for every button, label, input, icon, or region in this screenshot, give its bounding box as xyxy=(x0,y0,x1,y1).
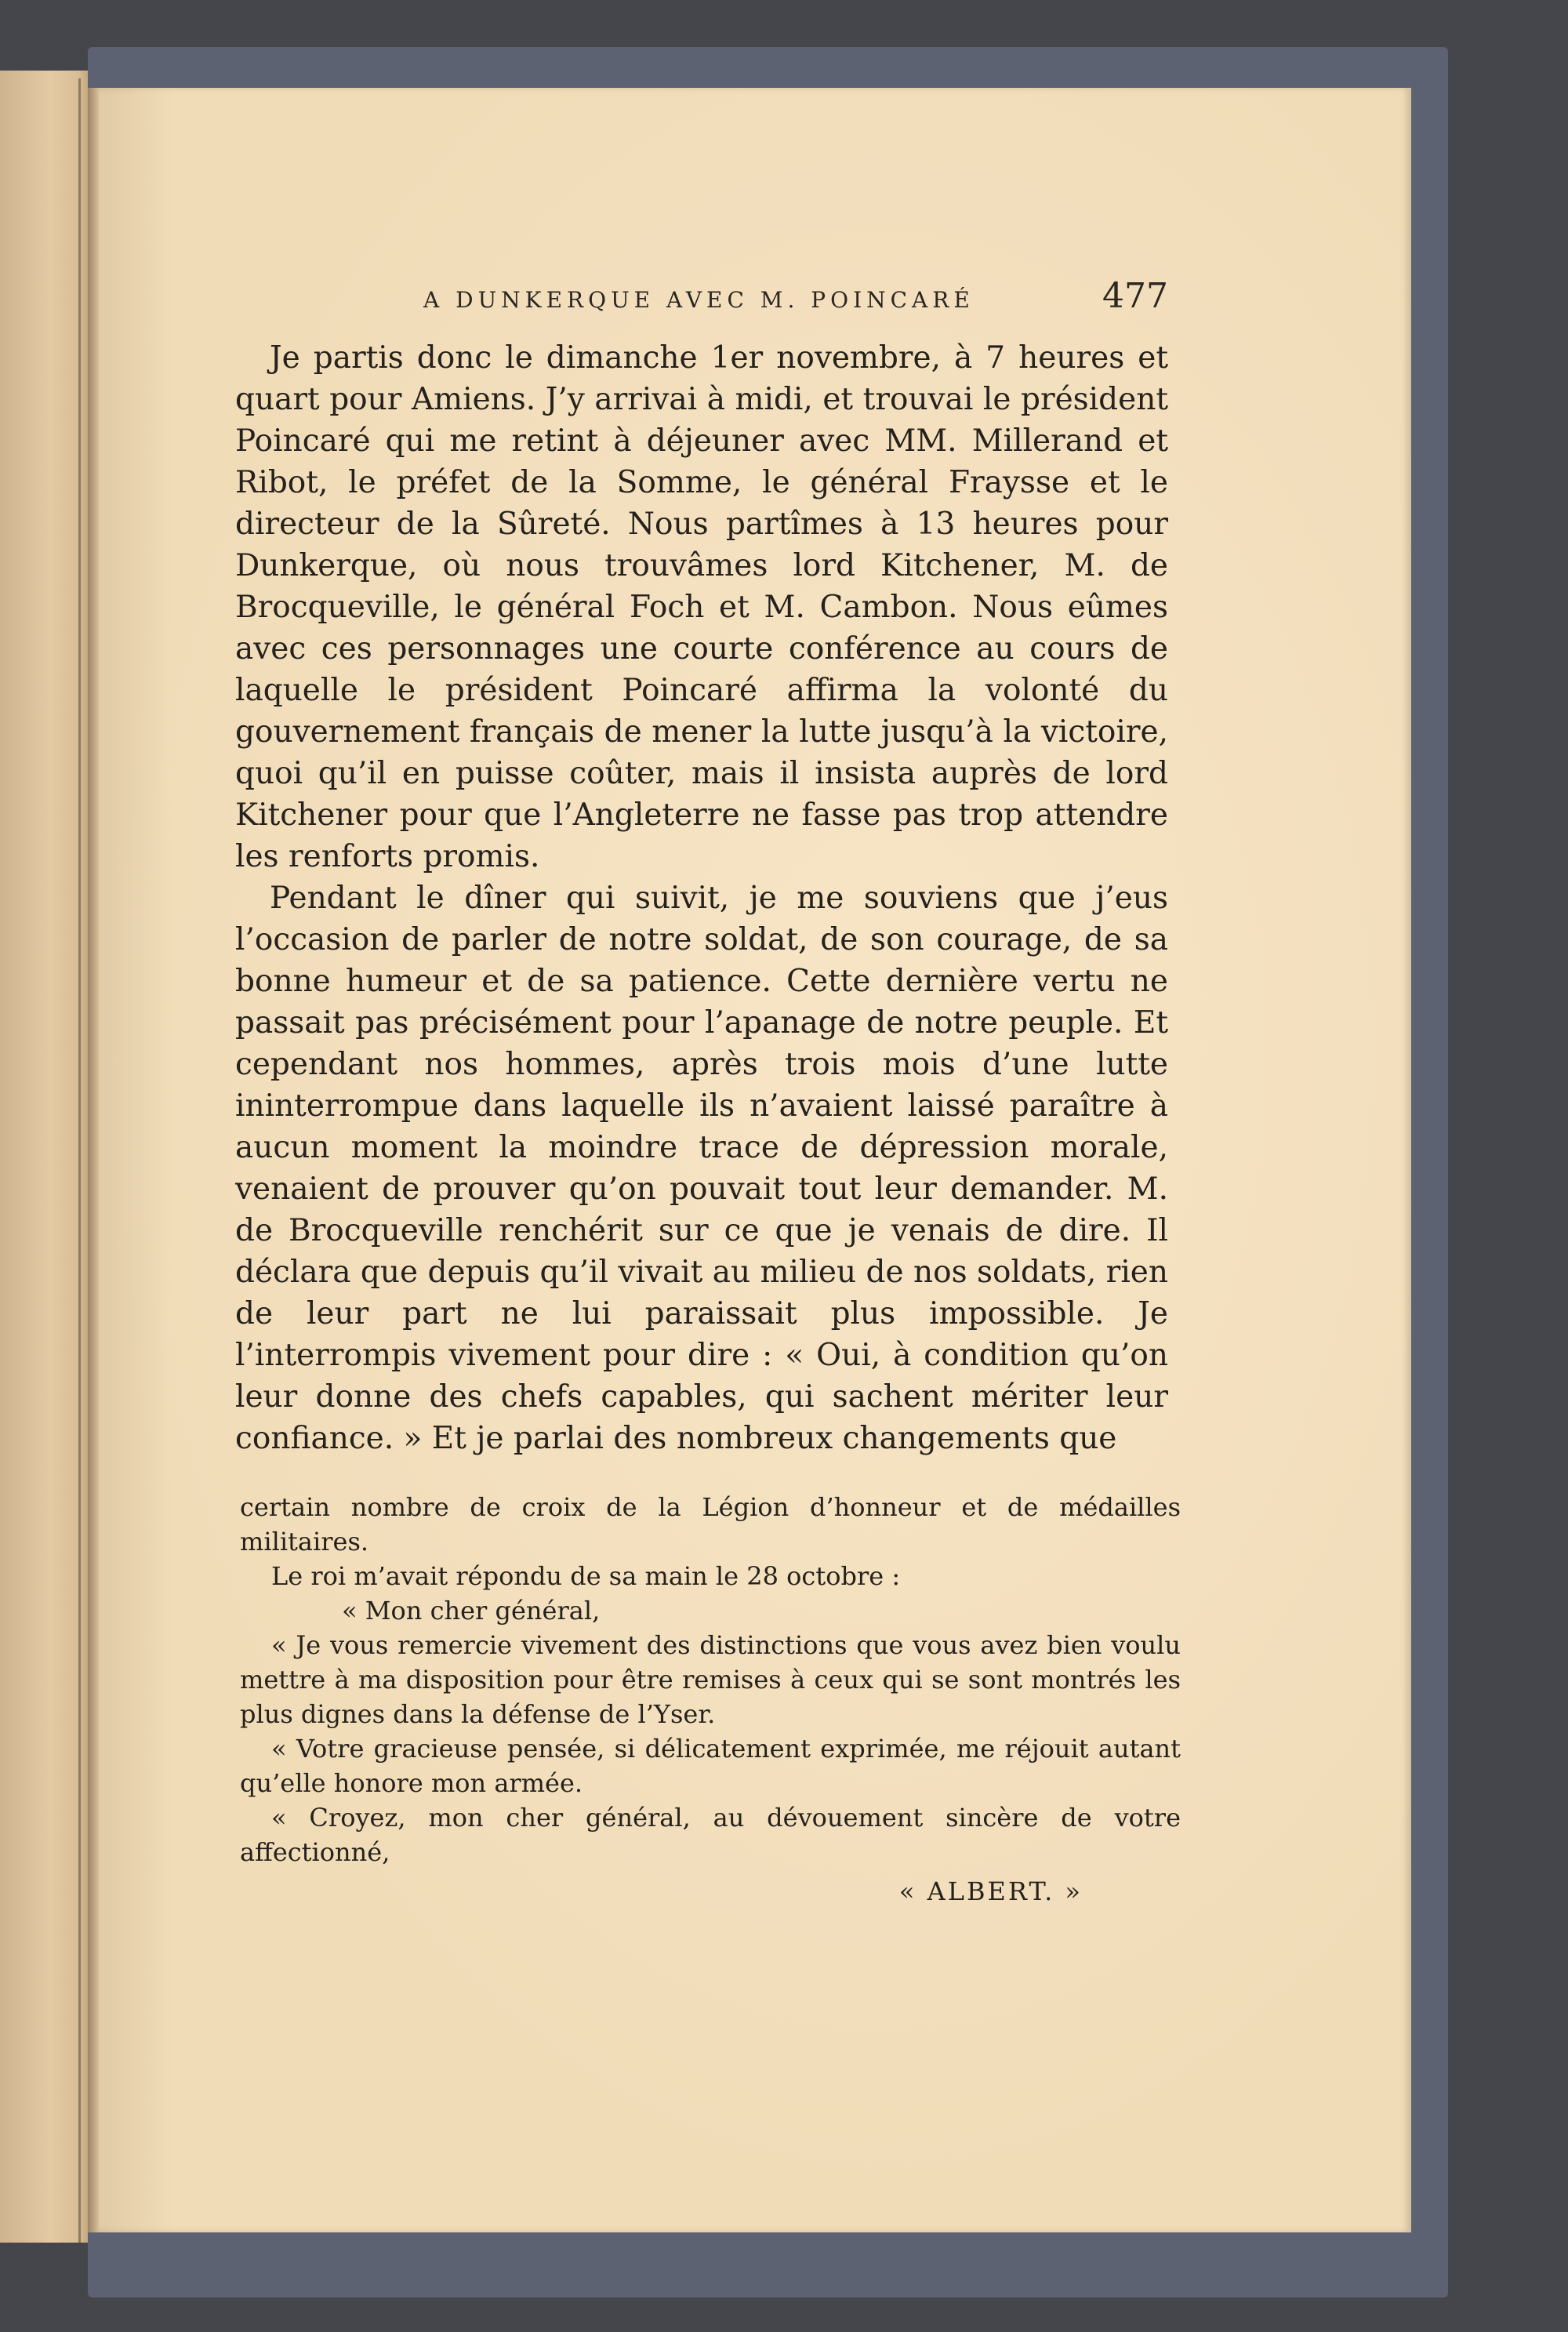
letter-signature: « ALBERT. » xyxy=(898,1876,1083,1906)
footnote-line: certain nombre de croix de la Légion d’honneur et de médailles militaires. xyxy=(240,1492,1181,1556)
letter-paragraph: « Croyez, mon cher général, au dévouement sincère de votre affectionné, xyxy=(240,1803,1181,1867)
page-fold-line xyxy=(78,78,81,2243)
paragraph: Pendant le dîner qui suivit, je me souviens que j’eus l’occasion de parler de notre soldat, de son courage, de sa bonne humeur et de sa patience. Cette dernière vertu ne passait pas précisément pour l’apanage de notre peuple. Et cependant nos hommes, après trois mois d’une lutte ininterrompue dans laquelle ils n’avaient laissé paraître à aucun moment la moindre trace de dépression morale, venaient de prouver qu’on pouvait tout leur demander. M. de Brocqueville renchérit sur ce que je venais de dire. Il déclara que depuis qu’il vivait au milieu de nos soldats, rien de leur part ne lui paraissait plus impossible. Je l’interrompis vivement pour dire : « Oui, à condition qu’on leur donne des chefs capables, qui sachent mériter leur confiance. » Et je parlai des nombreux changements que xyxy=(235,881,1168,1456)
running-head: A DUNKERQUE AVEC M. POINCARÉ xyxy=(423,287,975,313)
paragraph: Je partis donc le dimanche 1er novembre, à 7 heures et quart pour Amiens. J’y arrivai à midi, et trouvai le président Poincaré qui me retint à déjeuner avec MM. Millerand et Ribot, le préfet de la Somme, le général Fraysse et le directeur de la Sûreté. Nous partîmes à 13 heures pour Dunkerque, où nous trouvâmes lord Kitchener, M. de Brocqueville, le général Foch et M. Cambon. Nous eûmes avec ces personnages une courte conférence au cours de laquelle le président Poincaré affirma la volonté du gouvernement français de mener la lutte jusqu’à la victoire, quoi qu’il en puisse coûter, mais il insista auprès de lord Kitchener pour que l’Angleterre ne fasse pas trop attendre les renforts promis. xyxy=(235,340,1168,874)
letter-salutation: « Mon cher général, xyxy=(342,1596,601,1625)
main-text xyxy=(235,337,1168,1459)
letter-paragraph: « Votre gracieuse pensée, si délicatement exprimée, me réjouit autant qu’elle honore mon armée. xyxy=(240,1734,1181,1798)
spine-gutter xyxy=(88,88,99,2232)
page-number: 477 xyxy=(1102,276,1168,316)
footnote-section xyxy=(240,1490,1181,1909)
footnote-line: Le roi m’avait répondu de sa main le 28 octobre : xyxy=(271,1561,901,1591)
letter-paragraph: « Je vous remercie vivement des distinctions que vous avez bien voulu mettre à ma disposition pour être remises à ceux qui se sont montrés les plus dignes dans la défense de l’Yser. xyxy=(240,1630,1181,1729)
